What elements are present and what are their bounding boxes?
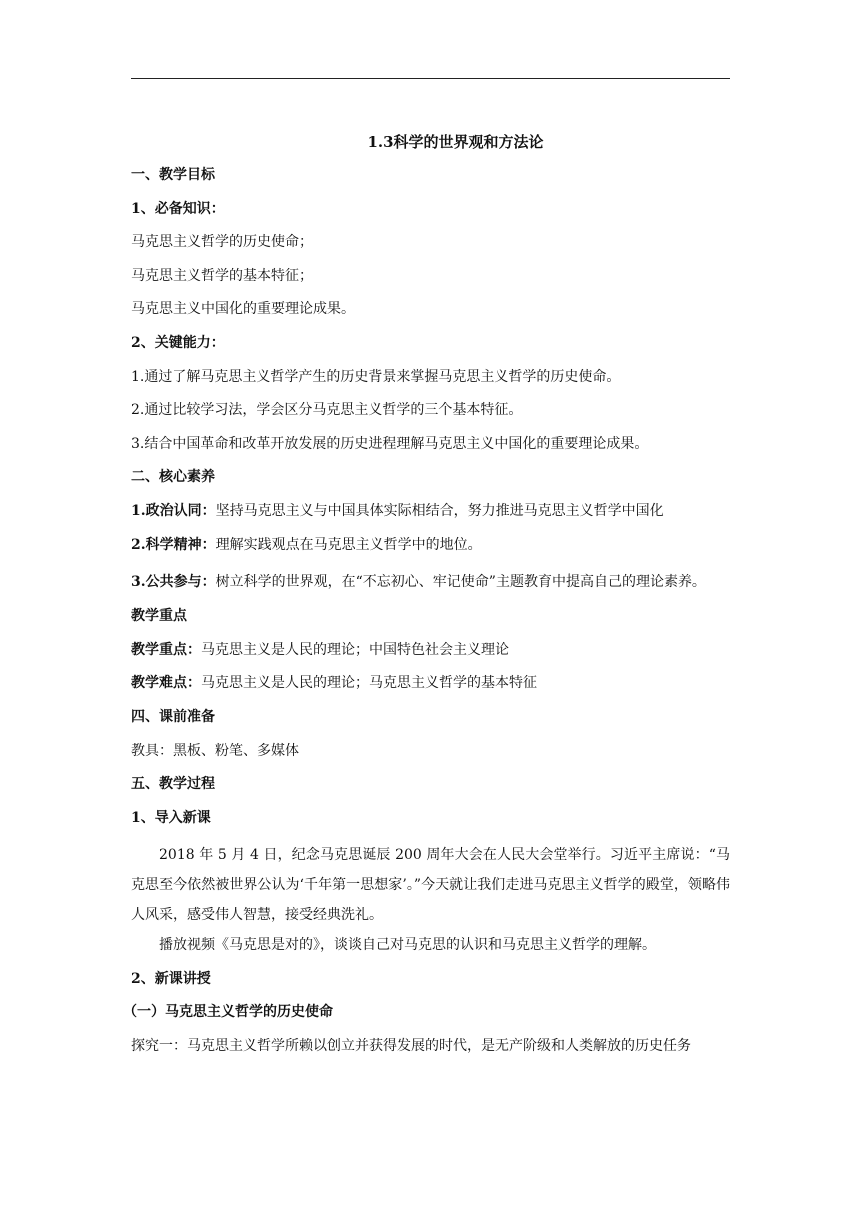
video-paragraph: 播放视频《马克思是对的》，谈谈自己对马克思的认识和马克思主义哲学的理解。 [159,937,656,954]
literacy-label: 1.政治认同： [131,502,216,519]
difficult-point-text: 马克思主义是人民的理论；马克思主义哲学的基本特征 [201,675,537,692]
section-heading-process: 五、教学过程 [131,776,215,793]
subsection-historical-mission: （一）马克思主义哲学的历史使命 [123,1004,333,1021]
knowledge-item: 马克思主义中国化的重要理论成果。 [131,301,355,318]
literacy-item [131,567,730,597]
subheading-abilities: 2、关键能力： [131,334,225,351]
literacy-label: 3.公共参与： [131,574,216,591]
literacy-item [131,534,730,556]
difficult-point-label: 教学难点： [131,675,201,692]
intro-paragraph: 2018 年 5 月 4 日，纪念马克思诞辰 200 周年大会在人民大会堂举行。习近平主席说：“马克思至今依然被世界公认为‘千年第一思想家’。”今天就让我们走进马克思主义哲学的殿堂，领略伟人风采，感受伟人智慧，接受经典洗礼。 [131,847,730,924]
literacy-item [131,500,730,522]
section-heading-literacy: 二、核心素养 [131,469,215,486]
subheading-new-lesson: 2、新课讲授 [131,970,211,987]
ability-item: 1.通过了解马克思主义哲学产生的历史背景来掌握马克思主义哲学的历史使命。 [131,368,621,385]
header-rule [131,78,730,79]
teaching-tools: 教具：黑板、粉笔、多媒体 [131,742,299,759]
document-title: 1.3科学的世界观和方法论 [367,133,544,151]
ability-item: 3.结合中国革命和改革开放发展的历史进程理解马克思主义中国化的重要理论成果。 [131,435,649,452]
ability-item: 2.通过比较学习法，学会区分马克思主义哲学的三个基本特征。 [131,402,523,419]
explore-paragraph: 探究一：马克思主义哲学所赖以创立并获得发展的时代，是无产阶级和人类解放的历史任务 [131,1038,691,1055]
literacy-text: 树立科学的世界观，在“不忘初心、牢记使命”主题教育中提高自己的理论素养。 [215,574,706,591]
key-point-label: 教学重点： [131,641,201,658]
subheading-intro: 1、导入新课 [131,809,211,826]
knowledge-item: 马克思主义哲学的基本特征； [131,267,313,284]
literacy-text: 坚持马克思主义与中国具体实际相结合，努力推进马克思主义哲学中国化 [215,502,664,519]
section-heading-key-points: 教学重点 [131,608,187,625]
section-heading-objectives: 一、教学目标 [131,167,215,183]
section-heading-preparation: 四、课前准备 [131,708,215,725]
key-point-text: 马克思主义是人民的理论；中国特色社会主义理论 [201,641,509,658]
literacy-label: 2.科学精神： [131,536,216,553]
difficult-point [131,672,730,694]
literacy-text: 理解实践观点在马克思主义哲学中的地位。 [215,536,482,553]
subheading-knowledge: 1、必备知识： [131,200,225,217]
key-point [131,639,730,661]
knowledge-item: 马克思主义哲学的历史使命； [131,234,313,251]
document-body [123,130,730,1069]
